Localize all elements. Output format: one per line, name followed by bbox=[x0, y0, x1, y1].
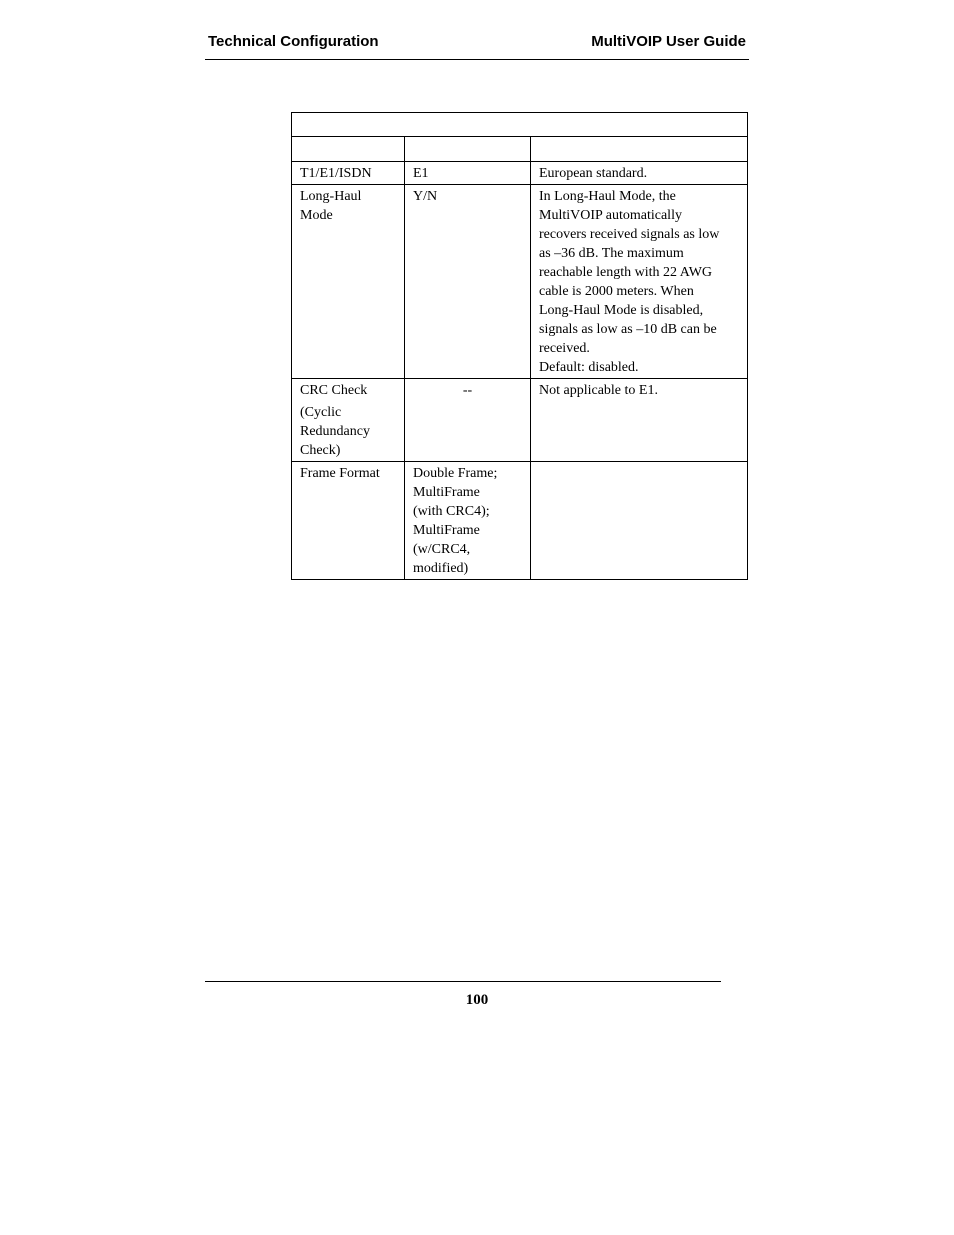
cell-line: (with CRC4); bbox=[413, 504, 490, 519]
header-rule bbox=[205, 59, 749, 60]
cell-line: (Cyclic bbox=[300, 405, 342, 420]
parameter-cell bbox=[292, 185, 405, 379]
cell-line: Default: disabled. bbox=[539, 360, 639, 375]
parameter-cell bbox=[292, 162, 405, 185]
table-row bbox=[292, 162, 748, 185]
cell-line: Y/N bbox=[413, 189, 438, 204]
cell-line: MultiVOIP automatically bbox=[539, 208, 682, 223]
cell-line: Long-Haul Mode is disabled, bbox=[539, 303, 704, 318]
cell-line: In Long-Haul Mode, the bbox=[539, 189, 676, 204]
description-cell bbox=[531, 379, 748, 462]
values-cell bbox=[405, 379, 531, 462]
cell-line: (w/CRC4, bbox=[413, 542, 471, 557]
table-header-row bbox=[292, 137, 748, 162]
e1-config-table bbox=[291, 112, 748, 580]
cell-line: received. bbox=[539, 341, 590, 356]
cell-line: cable is 2000 meters. When bbox=[539, 284, 694, 299]
table-row bbox=[292, 379, 748, 462]
header-section-title: Technical Configuration bbox=[208, 33, 379, 50]
parameter-cell bbox=[292, 379, 405, 462]
cell-line: Long-Haul bbox=[300, 189, 362, 204]
description-cell bbox=[531, 462, 748, 580]
table-title-row bbox=[292, 113, 748, 137]
cell-line: European standard. bbox=[539, 166, 648, 181]
cell-line: Check) bbox=[300, 443, 341, 458]
cell-line: as –36 dB. The maximum bbox=[539, 246, 684, 261]
cell-line: Mode bbox=[300, 208, 333, 223]
cell-line: Not applicable to E1. bbox=[539, 383, 658, 398]
cell-line: recovers received signals as low bbox=[539, 227, 720, 242]
cell-line: Frame Format bbox=[300, 466, 380, 481]
cell-line: reachable length with 22 AWG bbox=[539, 265, 713, 280]
cell-line: Double Frame; bbox=[413, 466, 498, 481]
cell-line: CRC Check bbox=[300, 383, 368, 398]
cell-line: modified) bbox=[413, 561, 469, 576]
cell-line: E1 bbox=[413, 166, 429, 181]
cell-line: T1/E1/ISDN bbox=[300, 166, 372, 181]
cell-line: Redundancy bbox=[300, 424, 370, 439]
table-row bbox=[292, 462, 748, 580]
page-number: 100 bbox=[465, 992, 489, 1008]
description-cell bbox=[531, 162, 748, 185]
cell-line: MultiFrame bbox=[413, 485, 480, 500]
values-cell bbox=[405, 185, 531, 379]
footer-rule bbox=[205, 981, 721, 982]
cell-line: signals as low as –10 dB can be bbox=[539, 322, 717, 337]
description-cell bbox=[531, 185, 748, 379]
table-row bbox=[292, 185, 748, 379]
parameter-cell bbox=[292, 462, 405, 580]
values-cell bbox=[405, 162, 531, 185]
cell-line: MultiFrame bbox=[413, 523, 480, 538]
cell-line: -- bbox=[462, 383, 473, 398]
header-guide-title: MultiVOIP User Guide bbox=[591, 33, 746, 50]
values-cell bbox=[405, 462, 531, 580]
